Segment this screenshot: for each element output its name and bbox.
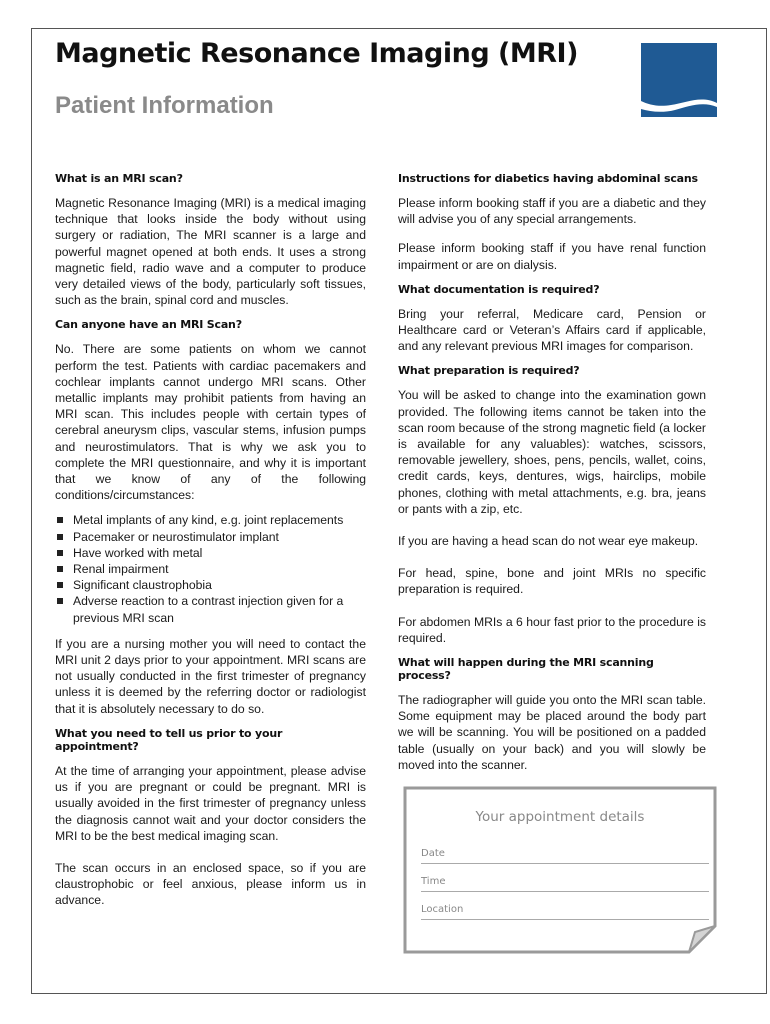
section-heading: What preparation is required?	[398, 364, 580, 378]
date-field[interactable]: Date	[421, 848, 709, 864]
time-field[interactable]: Time	[421, 876, 709, 892]
section-documentation	[398, 283, 706, 355]
section-heading: What will happen during the MRI scanning process?	[398, 656, 654, 683]
paragraph: If you are a nursing mother you will need to contact the MRI unit 2 days prior to your appointment. MRI scans are not usually conducted in the first trimester of pregnancy unless it is deemed by the referring doctor or radiologist that it is absolutely necessary to do so.	[55, 636, 366, 716]
section-heading: What documentation is required?	[398, 282, 600, 296]
section-tell-us-prior	[55, 727, 366, 909]
list-item: Pacemaker or neurostimulator implant	[55, 529, 366, 545]
list-item: Have worked with metal	[55, 545, 366, 561]
section-preparation	[398, 364, 706, 646]
list-item: Renal impairment	[55, 561, 366, 577]
appointment-title: Your appointment details	[475, 809, 645, 825]
left-column	[55, 172, 366, 918]
paragraph: No. There are some patients on whom we cannot perform the test. Patients with cardiac pacemakers and cochlear implants cannot undergo MRI scans. Other metallic implants may prohibit patients from having an MRI scan. This includes people with certain types of cerebral aneurysm clips, vascular stems, infusion pumps and neurostimulators. That is why we ask you to complete the MRI questionnaire, and why it is important that we know of any of the following conditions/circumstances:	[55, 342, 366, 503]
paragraph: For abdomen MRIs a 6 hour fast prior to the procedure is required.	[398, 614, 706, 645]
logo-wave-icon	[641, 43, 717, 117]
paragraph: The radiographer will guide you onto the MRI scan table. Some equipment may be placed around the body part we will be scanning. You will be positioned on a padded table (usually on your back) and you will slowly be moved into the scanner.	[398, 693, 706, 772]
section-heading: Instructions for diabetics having abdominal scans	[398, 172, 698, 185]
section-can-anyone-have-mri	[55, 318, 366, 716]
section-heading: What is an MRI scan?	[55, 172, 183, 185]
list-item: Metal implants of any kind, e.g. joint replacements	[55, 512, 366, 528]
section-heading: Can anyone have an MRI Scan?	[55, 318, 242, 332]
list-item: Significant claustrophobia	[55, 577, 366, 593]
appointment-details-card	[403, 786, 717, 954]
page-subtitle: Patient Information	[55, 92, 274, 119]
paragraph: Please inform booking staff if you are a diabetic and they will advise you of any special arrangements.	[398, 196, 706, 227]
paragraph: The scan occurs in an enclosed space, so if you are claustrophobic or feel anxious, please inform us in advance.	[55, 860, 366, 908]
paragraph: Please inform booking staff if you have renal function impairment or are on dialysis.	[398, 241, 706, 272]
paragraph: At the time of arranging your appointment, please advise us if you are pregnant or could be pregnant. MRI is usually avoided in the first trimester of pregnancy unless the diagnosis cannot wait and your doctor considers the MRI to be the best medical imaging scan.	[55, 763, 366, 843]
location-field[interactable]: Location	[421, 904, 709, 920]
section-what-is-mri	[55, 172, 366, 308]
paragraph: Magnetic Resonance Imaging (MRI) is a medical imaging technique that looks inside the body without using surgery or radiation, The MRI scanner is a large and powerful magnet opened at both ends. It uses a strong magnetic field, radio wave and a computer to produce very detailed views of the body, particularly soft tissues, such as the brain, spinal cord and muscles.	[55, 196, 366, 308]
paragraph: You will be asked to change into the examination gown provided. The following items cannot be taken into the scan room because of the strong magnetic field (a locker is available for any valuables): watches, scissors, removable jewellery, shoes, pens, pencils, wallet, coins, credit cards, keys, dentures, wigs, hairclips, mobile phones, clothing with metal attachments, e.g. bra, jeans or pants with a zip, etc.	[398, 388, 706, 516]
paragraph: Bring your referral, Medicare card, Pension or Healthcare card or Veteran’s Affairs card if applicable, and any relevant previous MRI images for comparison.	[398, 306, 706, 354]
list-item: Adverse reaction to a contrast injection given for a previous MRI scan	[55, 593, 366, 625]
paragraph: For head, spine, bone and joint MRIs no specific preparation is required.	[398, 566, 706, 597]
section-scanning-process	[398, 656, 706, 773]
section-diabetics	[398, 172, 706, 273]
paragraph: If you are having a head scan do not wear eye makeup.	[398, 534, 699, 549]
right-column	[398, 172, 706, 782]
conditions-list	[55, 512, 366, 625]
section-heading: What you need to tell us prior to your appointment?	[55, 726, 283, 753]
page-title: Magnetic Resonance Imaging (MRI)	[55, 38, 578, 69]
